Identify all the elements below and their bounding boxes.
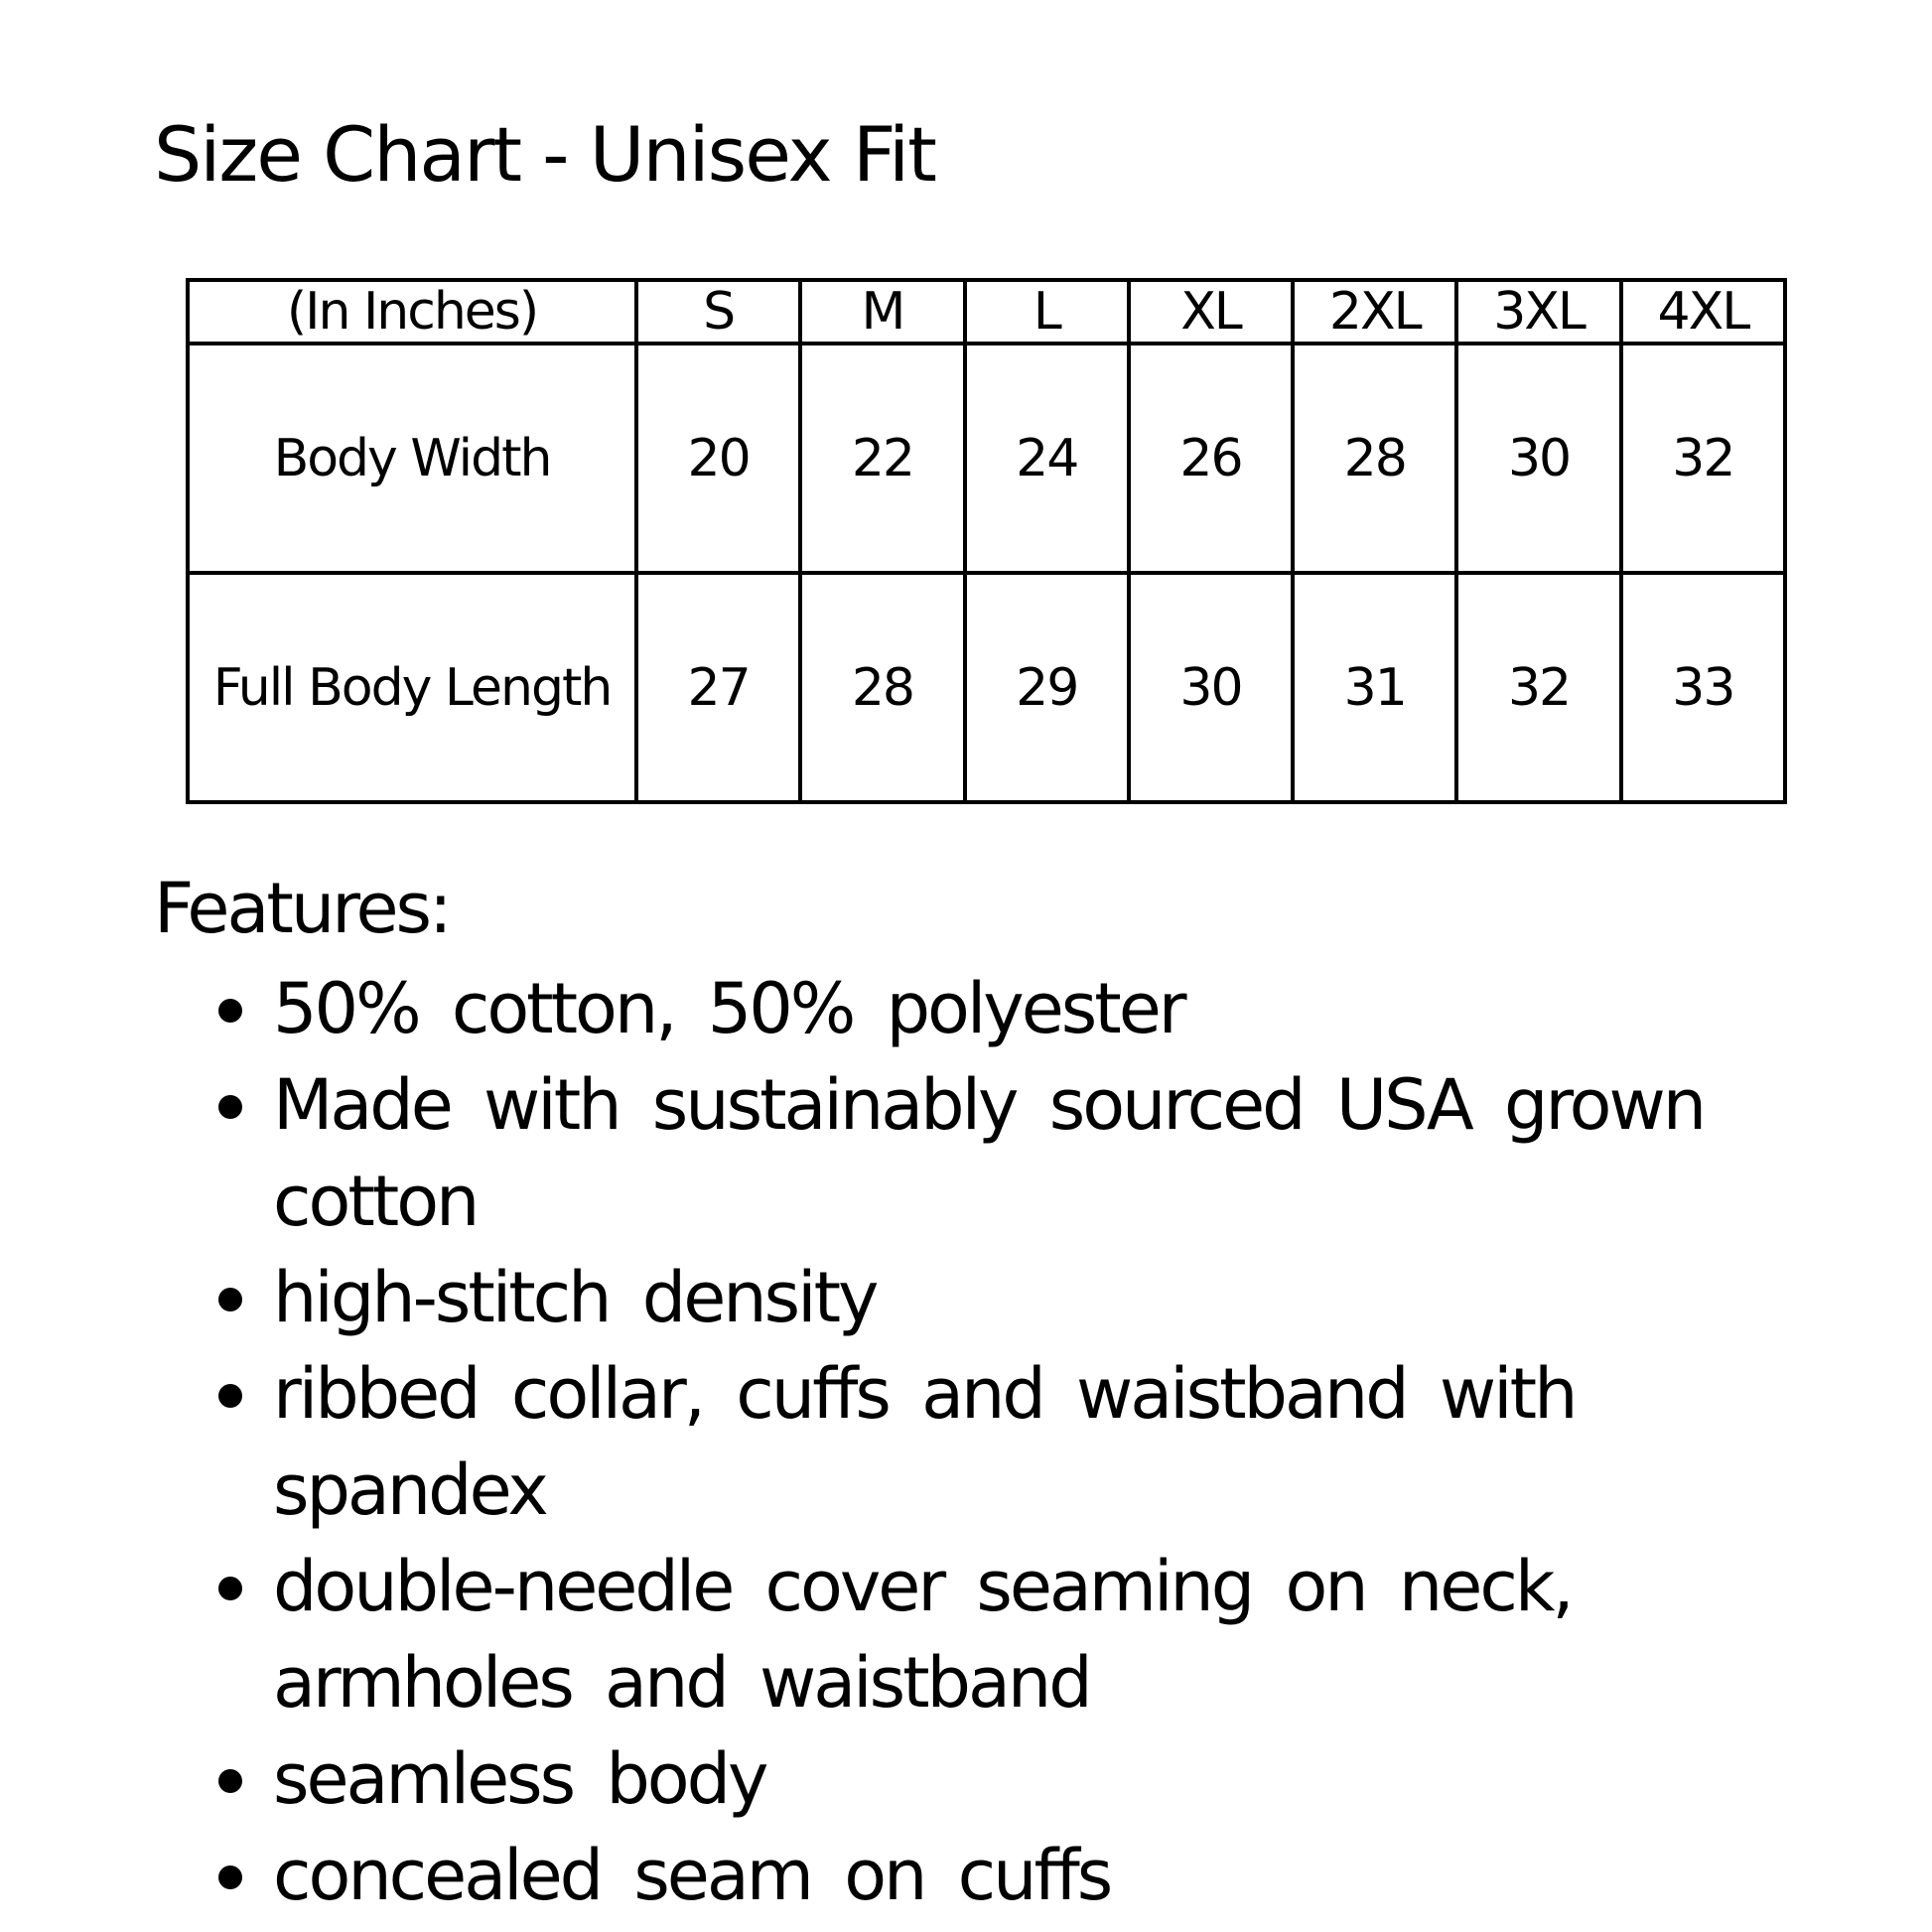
table-header-row <box>188 280 1785 344</box>
list-item <box>208 1539 1757 1731</box>
table-cell: 31 <box>1293 573 1456 802</box>
list-item <box>208 1828 1757 1924</box>
table-cell: 33 <box>1621 573 1785 802</box>
bullet-icon <box>218 1288 242 1311</box>
list-item <box>208 1057 1757 1250</box>
table-cell: 22 <box>800 344 964 573</box>
feature-text: double-needle cover seaming on neck, armholes and waistband <box>273 1546 1572 1724</box>
table-cell: 24 <box>965 344 1129 573</box>
table-cell: 28 <box>800 573 964 802</box>
bullet-icon <box>218 999 242 1023</box>
bullet-icon <box>218 1577 242 1600</box>
bullet-icon <box>218 1769 242 1793</box>
features-heading: Features: <box>154 868 450 949</box>
table-cell: 29 <box>965 573 1129 802</box>
row-label-body-width: Body Width <box>188 344 636 573</box>
unit-header-cell: (In Inches) <box>188 280 636 344</box>
table-row <box>188 573 1785 802</box>
table-cell: 30 <box>1129 573 1293 802</box>
bullet-icon <box>218 1384 242 1408</box>
page-title: Size Chart - Unisex Fit <box>154 110 935 199</box>
feature-text: high-stitch density <box>273 1257 877 1338</box>
feature-text: Made with sustainably sourced USA grown cotton <box>273 1064 1705 1242</box>
size-header-s: S <box>636 280 800 344</box>
size-header-2xl: 2XL <box>1293 280 1456 344</box>
feature-text: ribbed collar, cuffs and waistband with spandex <box>273 1353 1576 1531</box>
feature-text: seamless body <box>273 1738 766 1820</box>
size-header-m: M <box>800 280 964 344</box>
table-cell: 30 <box>1456 344 1620 573</box>
table-row <box>188 344 1785 573</box>
size-header-l: L <box>965 280 1129 344</box>
size-chart-table <box>186 278 1787 804</box>
list-item <box>208 1346 1757 1539</box>
table-cell: 28 <box>1293 344 1456 573</box>
table-cell: 27 <box>636 573 800 802</box>
size-header-3xl: 3XL <box>1456 280 1620 344</box>
feature-text: 50% cotton, 50% polyester <box>273 968 1184 1049</box>
list-item <box>208 1731 1757 1828</box>
features-list <box>208 961 1757 1924</box>
size-header-4xl: 4XL <box>1621 280 1785 344</box>
size-header-xl: XL <box>1129 280 1293 344</box>
table-cell: 32 <box>1621 344 1785 573</box>
table-cell: 32 <box>1456 573 1620 802</box>
list-item <box>208 961 1757 1057</box>
bullet-icon <box>218 1865 242 1889</box>
feature-text: concealed seam on cuffs <box>273 1835 1111 1916</box>
list-item <box>208 1250 1757 1346</box>
bullet-icon <box>218 1095 242 1119</box>
table-cell: 26 <box>1129 344 1293 573</box>
row-label-full-body-length: Full Body Length <box>188 573 636 802</box>
table-cell: 20 <box>636 344 800 573</box>
